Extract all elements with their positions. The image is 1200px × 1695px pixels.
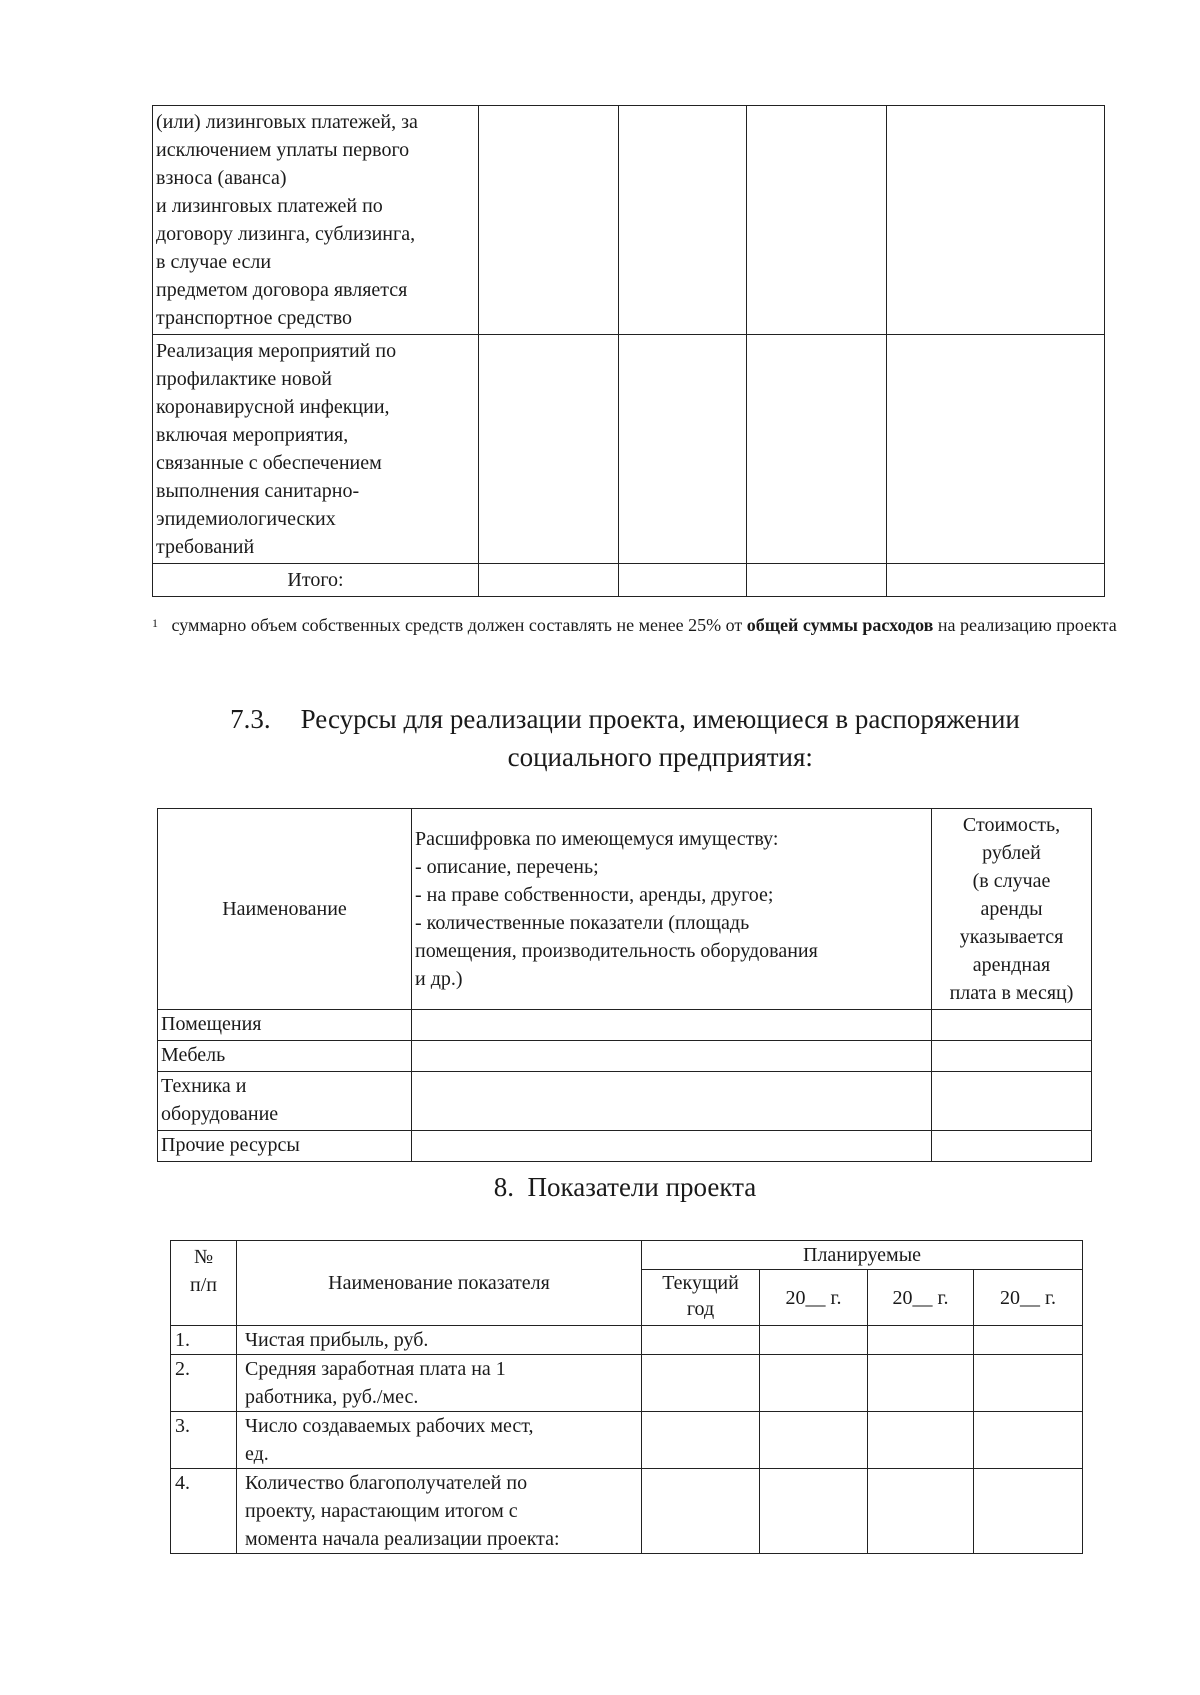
table-cell	[760, 1326, 868, 1355]
resource-name-cell	[158, 1072, 412, 1131]
table-row	[158, 1041, 1092, 1072]
expenses-table	[152, 105, 1105, 597]
header-number: № п/п	[171, 1241, 237, 1326]
table-cell	[642, 1326, 760, 1355]
resource-name: Техника и оборудование	[161, 1075, 279, 1125]
table-cell	[619, 335, 747, 564]
table-header-row	[171, 1241, 1083, 1270]
expense-label-cell	[153, 106, 479, 335]
footnote-bold: общей суммы расходов	[746, 615, 934, 635]
table-cell	[747, 335, 887, 564]
table-row	[171, 1469, 1083, 1554]
table-cell	[868, 1469, 974, 1554]
table-row	[171, 1412, 1083, 1469]
table-cell	[747, 106, 887, 335]
table-cell	[412, 1010, 932, 1041]
table-cell	[868, 1412, 974, 1469]
table-cell	[412, 1131, 932, 1162]
table-cell	[642, 1412, 760, 1469]
indicator-name: Чистая прибыль, руб.	[237, 1326, 642, 1355]
section-title: Ресурсы для реализации проекта, имеющиеся в распоряжении социального предприятия:	[300, 704, 1020, 772]
header-year-1: 20__ г.	[760, 1270, 868, 1326]
table-row	[171, 1355, 1083, 1412]
table-cell	[887, 564, 1105, 597]
footnote-marker: 1	[152, 616, 158, 630]
table-cell	[974, 1355, 1083, 1412]
indicator-name: Количество благополучателей по проекту, нарастающим итогом с момента начала реализации проекта:	[237, 1469, 642, 1554]
section-8-heading	[150, 1168, 1100, 1206]
table-row	[158, 1010, 1092, 1041]
row-number: 3.	[171, 1412, 237, 1469]
expense-label-cell	[153, 335, 479, 564]
table-cell	[760, 1355, 868, 1412]
table-row	[153, 335, 1105, 564]
expense-label: (или) лизинговых платежей, за исключением уплаты первого взноса (аванса) и лизинговых платежей по договору лизинга, сублизинга, в случае если предметом договора является транспортное средство	[156, 111, 418, 329]
header-year-2: 20__ г.	[868, 1270, 974, 1326]
total-label: Итого:	[287, 569, 344, 591]
section-number: 7.3.	[230, 704, 271, 734]
table-cell	[974, 1469, 1083, 1554]
table-row	[171, 1326, 1083, 1355]
table-cell	[932, 1041, 1092, 1072]
table-row	[153, 106, 1105, 335]
header-indicator-name: Наименование показателя	[237, 1241, 642, 1326]
table-cell	[747, 564, 887, 597]
footnote-text-end: на реализацию проекта	[933, 615, 1117, 635]
header-year-3: 20__ г.	[974, 1270, 1083, 1326]
table-cell	[412, 1072, 932, 1131]
resource-name: Мебель	[161, 1044, 226, 1066]
table-cell	[932, 1072, 1092, 1131]
section-title: 8. Показатели проекта	[493, 1172, 757, 1202]
table-cell	[974, 1326, 1083, 1355]
header-current-year: Текущий год	[642, 1270, 760, 1326]
footnote	[152, 612, 1117, 638]
table-cell	[642, 1469, 760, 1554]
table-cell	[760, 1412, 868, 1469]
table-cell	[479, 335, 619, 564]
resources-table	[157, 808, 1092, 1162]
table-cell	[619, 564, 747, 597]
expense-label: Реализация мероприятий по профилактике новой коронавирусной инфекции, включая мероприятия, связанные с обеспечением выполнения санитарно- эпидемиологических требований	[156, 340, 397, 558]
table-cell	[868, 1355, 974, 1412]
resource-name-cell	[158, 1041, 412, 1072]
table-cell	[932, 1010, 1092, 1041]
table-row	[158, 1072, 1092, 1131]
table-cell	[932, 1131, 1092, 1162]
table-header-row	[158, 809, 1092, 1010]
header-cost: Стоимость, рублей (в случае аренды указывается арендная плата в месяц)	[932, 809, 1092, 1010]
table-cell	[619, 106, 747, 335]
footnote-text: суммарно объем собственных средств должен составлять не менее 25% от	[171, 615, 747, 635]
table-cell	[642, 1355, 760, 1412]
table-cell	[412, 1041, 932, 1072]
resource-name: Прочие ресурсы	[161, 1134, 300, 1156]
indicator-name: Число создаваемых рабочих мест, ед.	[237, 1412, 642, 1469]
header-name: Наименование	[158, 809, 412, 1010]
row-number: 1.	[171, 1326, 237, 1355]
total-label-cell	[153, 564, 479, 597]
table-row	[158, 1131, 1092, 1162]
table-cell	[868, 1326, 974, 1355]
indicators-table	[170, 1240, 1083, 1554]
table-row	[153, 564, 1105, 597]
row-number: 4.	[171, 1469, 237, 1554]
row-number: 2.	[171, 1355, 237, 1412]
section-7-3-heading	[150, 700, 1100, 776]
table-cell	[479, 106, 619, 335]
indicator-name: Средняя заработная плата на 1 работника, руб./мес.	[237, 1355, 642, 1412]
table-cell	[760, 1469, 868, 1554]
header-planned: Планируемые	[642, 1241, 1083, 1270]
table-cell	[479, 564, 619, 597]
table-cell	[887, 335, 1105, 564]
header-description: Расшифровка по имеющемуся имуществу: - описание, перечень; - на праве собственности, аренды, другое; - количественные показатели (площадь помещения, производительность оборудования и др.)	[412, 809, 932, 1010]
resource-name-cell	[158, 1131, 412, 1162]
table-cell	[974, 1412, 1083, 1469]
table-cell	[887, 106, 1105, 335]
resource-name-cell	[158, 1010, 412, 1041]
resource-name: Помещения	[161, 1013, 262, 1035]
